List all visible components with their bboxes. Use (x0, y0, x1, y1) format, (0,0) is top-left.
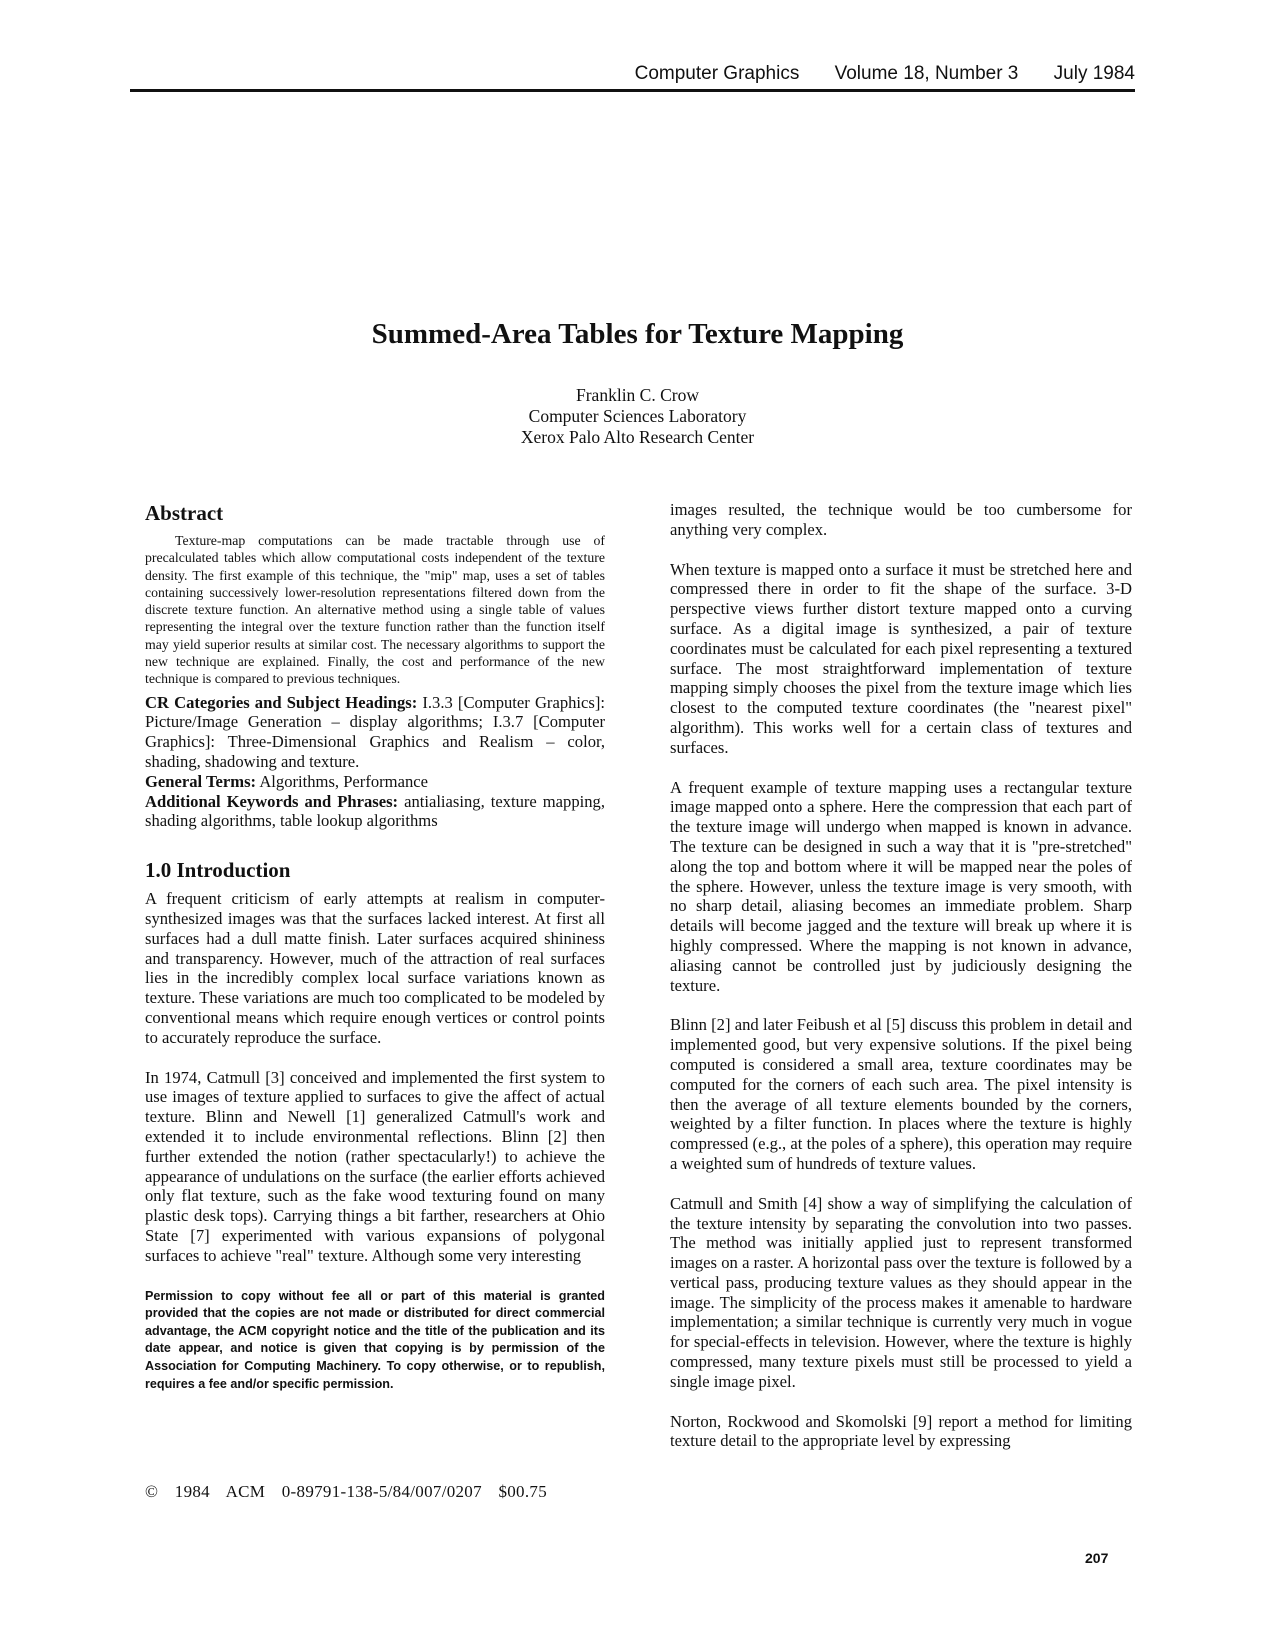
journal-date: July 1984 (1053, 63, 1135, 84)
author-institution: Xerox Palo Alto Research Center (520, 427, 755, 447)
general-terms (145, 772, 605, 792)
copyright-line: © 1984 ACM 0-89791-138-5/84/007/0207 $00.75 (145, 1482, 548, 1501)
journal-name: Computer Graphics (634, 63, 800, 84)
author-block (0, 385, 1275, 448)
cr-label: CR Categories and Subject Headings: (145, 692, 418, 712)
cr-categories (145, 693, 605, 772)
categories-block (145, 693, 605, 832)
keywords (145, 792, 605, 832)
author-lab: Computer Sciences Laboratory (528, 406, 747, 426)
general-terms-text: Algorithms, Performance (259, 771, 428, 791)
cr-text: I.3.3 [Computer Graphics]: Picture/Image Generation – display algorithms; I.3.7 [Computer Graphics]: Three-Dimensional Graphics and Realism – color, shading, shadowing and texture. (145, 692, 605, 772)
intro-paragraph-1: A frequent criticism of early attempts at realism in computer-synthesized images was that the surfaces lacked interest. At first all surfaces had a dull matte finish. Later surfaces acquired shininess and transparency. However, much of the attraction of real surfaces lies in the incredibly complex local surface variations known as texture. These variations are much too complicated to be modeled by conventional means which require enough vertices or control points to accurately reproduce the surface. (145, 889, 605, 1047)
running-header (130, 62, 1135, 92)
paper-title: Summed-Area Tables for Texture Mapping (371, 318, 904, 350)
abstract-heading: Abstract (145, 501, 224, 525)
introduction-heading: 1.0 Introduction (145, 858, 291, 883)
right-paragraph-6: Norton, Rockwood and Skomolski [9] report a method for limiting texture detail to the appropriate level by expressing (670, 1411, 1132, 1451)
journal-volume: Volume 18, Number 3 (834, 63, 1019, 84)
left-column (145, 500, 605, 1393)
permission-notice: Permission to copy without fee all or part of this material is granted provided that the copies are not made or distributed for direct commercial advantage, the ACM copyright notice and the title of the publication and its date appear, and notice is given that copying is by permission of the Association for Computing Machinery. To copy otherwise, or to republish, requires a fee and/or specific permission. (145, 1288, 605, 1391)
right-paragraph-4: Blinn [2] and later Feibush et al [5] discuss this problem in detail and implemented good, but very expensive solutions. If the pixel being computed is considered a small area, texture coordinates may be computed for the corners of each such area. The pixel intensity is then the average of all texture elements bounded by the corners, weighted by a filter function. In places where the texture is highly compressed (e.g., at the poles of a sphere), this operation may require a weighted sum of hundreds of texture values. (670, 1015, 1132, 1173)
keywords-label: Additional Keywords and Phrases: (145, 791, 399, 811)
right-column (670, 500, 1132, 1451)
general-terms-label: General Terms: (145, 771, 257, 791)
right-paragraph-3: A frequent example of texture mapping uses a rectangular texture image mapped onto a sphere. Here the compression that each part of the texture image will undergo when mapped is known in advance. The texture can be designed in such a way that it is "pre-stretched" along the top and bottom where it will be mapped near the poles of the sphere. However, unless the texture image is very smooth, with no sharp detail, aliasing becomes an immediate problem. Sharp details will become jagged and the texture will break up where it is highly compressed. Where the mapping is not known in advance, aliasing cannot be controlled just by judiciously designing the texture. (670, 777, 1132, 995)
right-paragraph-2: When texture is mapped onto a surface it must be stretched here and compressed there in order to fit the shape of the surface. 3-D perspective views further distort texture mapped onto a curving surface. As a digital image is synthesized, a pair of texture coordinates must be calculated for each pixel representing a textured surface. The most straightforward implementation of texture mapping simply chooses the pixel from the texture image which lies closest to the computed texture coordinates (the "nearest pixel" algorithm). This works well for a certain class of textures and surfaces. (670, 559, 1132, 757)
abstract-text: Texture-map computations can be made tractable through use of precalculated tables which allow computational costs independent of the texture density. The first example of this technique, the "mip" map, uses a set of tables containing successively lower-resolution representations filtered down from the discrete texture function. An alternative method using a single table of values representing the integral over the texture function rather than the function itself may yield superior results at similar cost. The necessary algorithms to support the new technique are explained. Finally, the cost and performance of the new technique is compared to previous techniques. (145, 533, 605, 687)
page-number: 207 (1085, 1550, 1109, 1566)
right-paragraph-1: images resulted, the technique would be too cumbersome for anything very complex. (670, 500, 1132, 539)
author-name: Franklin C. Crow (576, 385, 699, 405)
intro-paragraph-2: In 1974, Catmull [3] conceived and implemented the first system to use images of texture applied to surfaces to give the affect of actual texture. Blinn and Newell [1] generalized Catmull's work and extended it to include environmental reflections. Blinn [2] then further extended the notion (rather spectacularly!) to achieve the appearance of undulations on the surface (the earlier efforts achieved only flat texture, such as the fake wood texturing found on many plastic desk tops). Carrying things a bit farther, researchers at Ohio State [7] experimented with various expansions of polygonal surfaces to achieve "real" texture. Although some very interesting (145, 1067, 605, 1265)
right-paragraph-5: Catmull and Smith [4] show a way of simplifying the calculation of the texture intensity by separating the convolution into two passes. The method was initially applied just to represent transformed images on a raster. A horizontal pass over the texture is followed by a vertical pass, producing texture values as they should appear in the image. The simplicity of the process makes it amenable to hardware implementation; a similar technique is currently very much in vogue for special-effects in television. However, where the texture is highly compressed, many texture pixels must still be processed to yield a single image pixel. (670, 1193, 1132, 1391)
keywords-text: antialiasing, texture mapping, shading algorithms, table lookup algorithms (145, 791, 605, 831)
